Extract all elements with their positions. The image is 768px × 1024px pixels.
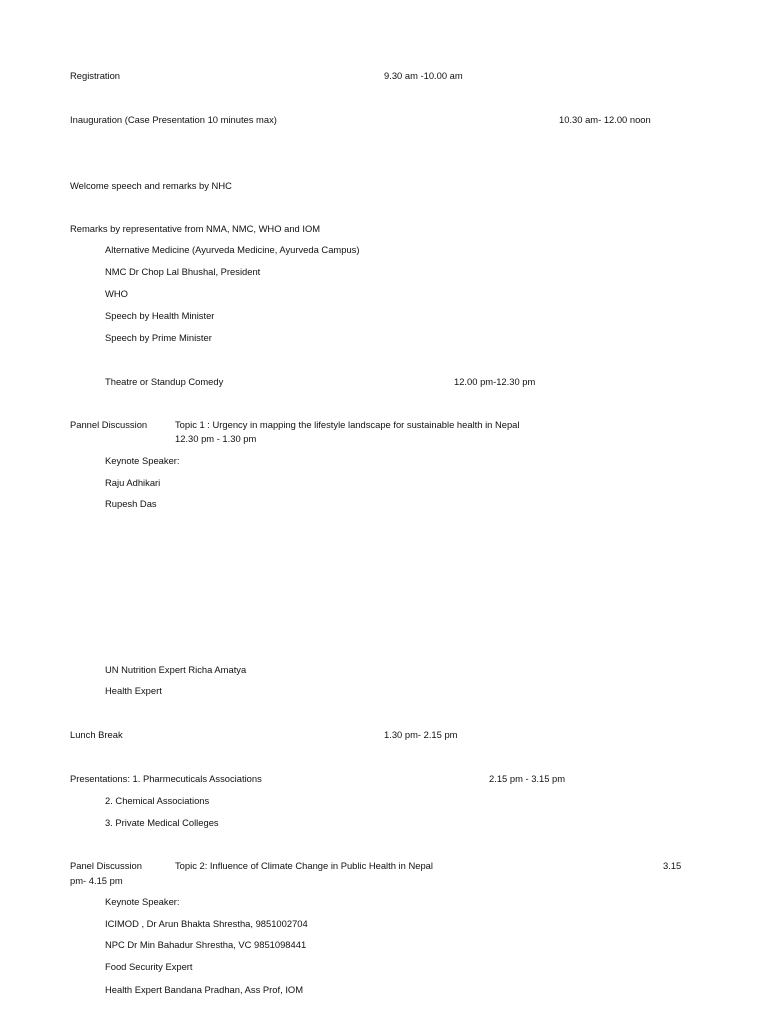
registration-label: Registration	[70, 70, 121, 81]
health-minister-line: Speech by Health Minister	[105, 310, 215, 321]
prime-minister-line: Speech by Prime Minister	[105, 332, 212, 343]
presentations-line: Presentations: 1. Pharmecuticals Associations	[70, 773, 262, 784]
private-colleges-line: 3. Private Medical Colleges	[105, 817, 219, 828]
lunch-label: Lunch Break	[70, 729, 123, 740]
panel1-topic: Topic 1 : Urgency in mapping the lifestyle landscape for sustainable health in Nepal	[175, 419, 520, 430]
inauguration-label: Inauguration (Case Presentation 10 minutes max)	[70, 114, 277, 125]
panel2-time-start: 3.15	[663, 860, 682, 871]
health-expert2-line: Health Expert Bandana Pradhan, Ass Prof, IOM	[105, 984, 304, 995]
un-nutrition-line: UN Nutrition Expert Richa Amatya	[105, 664, 247, 675]
panel2-topic: Topic 2: Influence of Climate Change in Public Health in Nepal	[175, 860, 433, 871]
panel2-label: Panel Discussion	[70, 860, 142, 871]
keynote2-label: Keynote Speaker:	[105, 896, 180, 907]
lunch-time: 1.30 pm- 2.15 pm	[384, 729, 458, 740]
registration-time: 9.30 am -10.00 am	[384, 70, 463, 81]
keynote1-label: Keynote Speaker:	[105, 455, 180, 466]
icimod-line: ICIMOD , Dr Arun Bhakta Shrestha, 9851002704	[105, 918, 308, 929]
speaker-raju: Raju Adhikari	[105, 477, 161, 488]
inauguration-time: 10.30 am- 12.00 noon	[559, 114, 651, 125]
chemical-line: 2. Chemical Associations	[105, 795, 210, 806]
theatre-time: 12.00 pm-12.30 pm	[454, 376, 536, 387]
alt-medicine-line: Alternative Medicine (Ayurveda Medicine, Ayurveda Campus)	[105, 244, 360, 255]
food-security-line: Food Security Expert	[105, 961, 193, 972]
presentations-time: 2.15 pm - 3.15 pm	[489, 773, 566, 784]
welcome-line: Welcome speech and remarks by NHC	[70, 180, 232, 191]
who-line: WHO	[105, 288, 128, 299]
npc-line: NPC Dr Min Bahadur Shrestha, VC 9851098441	[105, 939, 307, 950]
theatre-label: Theatre or Standup Comedy	[105, 376, 224, 387]
remarks-line: Remarks by representative from NMA, NMC, WHO and IOM	[70, 223, 321, 234]
speaker-rupesh: Rupesh Das	[105, 498, 157, 509]
health-expert1-line: Health Expert	[105, 685, 162, 696]
nmc-line: NMC Dr Chop Lal Bhushal, President	[105, 266, 261, 277]
panel1-time: 12.30 pm - 1.30 pm	[175, 433, 257, 444]
panel2-time-end: pm- 4.15 pm	[70, 875, 123, 886]
panel1-label: Pannel Discussion	[70, 419, 148, 430]
